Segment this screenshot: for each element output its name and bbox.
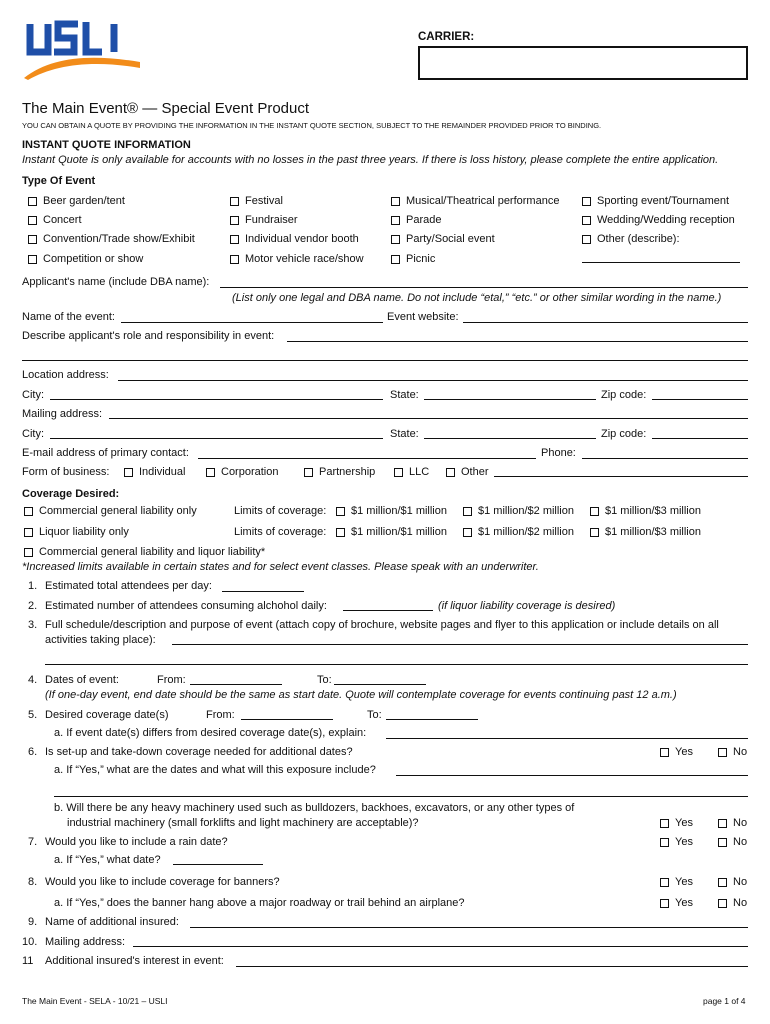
other-describe-field[interactable] bbox=[582, 262, 740, 263]
event-type-heading: Type Of Event bbox=[22, 175, 96, 187]
option-label: Picnic bbox=[406, 253, 436, 265]
option-label: Corporation bbox=[221, 466, 279, 478]
option-label: Other bbox=[461, 466, 489, 478]
question-5-label: Desired coverage date(s) bbox=[45, 709, 169, 721]
checkbox[interactable] bbox=[582, 216, 591, 225]
event-type-option[interactable] bbox=[230, 214, 298, 226]
from-label: From: bbox=[157, 674, 186, 686]
checkbox[interactable] bbox=[391, 235, 400, 244]
checkbox[interactable] bbox=[718, 838, 727, 847]
option-label: Yes bbox=[675, 876, 693, 888]
event-type-option[interactable] bbox=[230, 233, 359, 245]
checkbox[interactable] bbox=[718, 819, 727, 828]
option-label: Fundraiser bbox=[245, 214, 298, 226]
no-option[interactable] bbox=[718, 897, 747, 909]
city-label-2: City: bbox=[22, 428, 44, 440]
business-option[interactable] bbox=[304, 466, 375, 478]
mailing-address-label: Mailing address: bbox=[22, 408, 103, 420]
question-10-label: Mailing address: bbox=[45, 936, 126, 948]
option-label: Wedding/Wedding reception bbox=[597, 214, 735, 226]
carrier-label: CARRIER: bbox=[418, 31, 475, 43]
option-label: Partnership bbox=[319, 466, 376, 478]
checkbox[interactable] bbox=[660, 748, 669, 757]
coverage-option[interactable] bbox=[24, 505, 197, 517]
event-type-option[interactable] bbox=[230, 195, 283, 207]
to-label: To: bbox=[317, 674, 332, 686]
instant-quote-note: Instant Quote is only available for accounts with no losses in the past three years. If there is loss history, please complete the entire application. bbox=[22, 154, 719, 166]
question-2-note: (if liquor liability coverage is desired) bbox=[438, 600, 616, 612]
carrier-field[interactable] bbox=[418, 46, 748, 80]
option-label: Yes bbox=[675, 746, 693, 758]
event-type-option[interactable] bbox=[582, 233, 680, 245]
question-9-label: Name of additional insured: bbox=[45, 916, 179, 928]
option-label: Convention/Trade show/Exhibit bbox=[43, 233, 195, 245]
option-label: Competition or show bbox=[43, 253, 144, 265]
question-number: 6. bbox=[28, 746, 38, 758]
event-from-field[interactable] bbox=[190, 684, 282, 685]
coverage-option[interactable] bbox=[24, 546, 265, 558]
yes-option[interactable] bbox=[660, 836, 693, 848]
state-field-2[interactable] bbox=[424, 438, 596, 439]
additional-insured-interest-field[interactable] bbox=[236, 966, 748, 967]
location-address-field[interactable] bbox=[118, 380, 748, 381]
checkbox[interactable] bbox=[28, 235, 37, 244]
checkbox[interactable] bbox=[28, 216, 37, 225]
question-number: 9. bbox=[28, 916, 38, 928]
checkbox[interactable] bbox=[391, 216, 400, 225]
additional-insured-address-field[interactable] bbox=[133, 946, 748, 947]
question-number: 1. bbox=[28, 580, 38, 592]
option-label: No bbox=[733, 746, 748, 758]
question-3-label-2: activities taking place): bbox=[45, 634, 156, 646]
option-label: Yes bbox=[675, 817, 693, 829]
zip-field-2[interactable] bbox=[652, 438, 748, 439]
zip-field[interactable] bbox=[652, 399, 748, 400]
city-field[interactable] bbox=[50, 399, 383, 400]
option-label: LLC bbox=[409, 466, 430, 478]
yes-option[interactable] bbox=[660, 746, 693, 758]
question-number: 11 bbox=[22, 955, 34, 967]
option-label: Individual bbox=[139, 466, 186, 478]
limit-option[interactable] bbox=[590, 505, 701, 517]
checkbox[interactable] bbox=[582, 197, 591, 206]
applicant-name-label: Applicant's name (include DBA name): bbox=[22, 276, 210, 288]
checkbox[interactable] bbox=[446, 468, 455, 477]
question-5a-label: a. If event date(s) differs from desired coverage date(s), explain: bbox=[54, 727, 367, 739]
yes-option[interactable] bbox=[660, 817, 693, 829]
state-label: State: bbox=[390, 389, 419, 401]
event-type-option[interactable] bbox=[582, 195, 729, 207]
checkbox[interactable] bbox=[590, 528, 599, 537]
location-address-label: Location address: bbox=[22, 369, 109, 381]
checkbox[interactable] bbox=[304, 468, 313, 477]
checkbox[interactable] bbox=[463, 528, 472, 537]
limits-label: Limits of coverage: bbox=[234, 526, 327, 538]
page-number: page 1 of 4 bbox=[703, 996, 746, 1006]
event-type-option[interactable] bbox=[28, 253, 143, 265]
option-label: No bbox=[733, 876, 748, 888]
question-7-label: Would you like to include a rain date? bbox=[45, 836, 228, 848]
mailing-address-field[interactable] bbox=[109, 418, 748, 419]
checkbox[interactable] bbox=[391, 197, 400, 206]
checkbox[interactable] bbox=[24, 507, 33, 516]
question-8a-label: a. If “Yes,” does the banner hang above a major roadway or trail behind an airplane? bbox=[54, 897, 465, 909]
schedule-field-2[interactable] bbox=[45, 664, 748, 665]
question-number: 7. bbox=[28, 836, 38, 848]
no-option[interactable] bbox=[718, 836, 747, 848]
coverage-heading: Coverage Desired: bbox=[22, 488, 120, 500]
event-to-field[interactable] bbox=[334, 684, 426, 685]
to-label: To: bbox=[367, 709, 382, 721]
question-number: 4. bbox=[28, 674, 38, 686]
option-label: Yes bbox=[675, 836, 693, 848]
checkbox[interactable] bbox=[336, 528, 345, 537]
option-label: Commercial general liability only bbox=[39, 505, 197, 517]
yes-option[interactable] bbox=[660, 876, 693, 888]
option-label: No bbox=[733, 817, 748, 829]
coverage-from-field[interactable] bbox=[241, 719, 333, 720]
option-label: Musical/Theatrical performance bbox=[406, 195, 560, 207]
business-option[interactable] bbox=[206, 466, 278, 478]
attendees-field[interactable] bbox=[222, 591, 304, 592]
event-website-label: Event website: bbox=[387, 311, 459, 323]
state-field[interactable] bbox=[424, 399, 596, 400]
question-number: 2. bbox=[28, 600, 38, 612]
checkbox[interactable] bbox=[660, 819, 669, 828]
footer-form-id: The Main Event - SELA - 10/21 – USLI bbox=[22, 996, 168, 1006]
option-label: $1 million/$2 million bbox=[478, 505, 574, 517]
checkbox[interactable] bbox=[394, 468, 403, 477]
checkbox[interactable] bbox=[124, 468, 133, 477]
limit-option[interactable] bbox=[463, 505, 574, 517]
coverage-option[interactable] bbox=[24, 526, 129, 538]
event-type-option[interactable] bbox=[28, 195, 125, 207]
event-type-option[interactable] bbox=[391, 195, 559, 207]
checkbox[interactable] bbox=[660, 878, 669, 887]
rain-date-field[interactable] bbox=[173, 864, 263, 865]
event-type-option[interactable] bbox=[391, 233, 495, 245]
limit-option[interactable] bbox=[336, 505, 447, 517]
option-label: $1 million/$2 million bbox=[478, 526, 574, 538]
question-6b-label-2: industrial machinery (small forklifts and light machinery are acceptable)? bbox=[67, 817, 419, 829]
question-number: 10. bbox=[22, 936, 38, 948]
instant-quote-heading: INSTANT QUOTE INFORMATION bbox=[22, 139, 191, 151]
event-type-option[interactable] bbox=[28, 214, 82, 226]
question-number: 8. bbox=[28, 876, 38, 888]
checkbox[interactable] bbox=[230, 235, 239, 244]
no-option[interactable] bbox=[718, 817, 747, 829]
checkbox[interactable] bbox=[24, 548, 33, 557]
checkbox[interactable] bbox=[230, 255, 239, 264]
option-label: Sporting event/Tournament bbox=[597, 195, 730, 207]
checkbox[interactable] bbox=[230, 197, 239, 206]
question-4-note: (If one-day event, end date should be the same as start date. Quote will contemplate coverage for events continuing past 12 a.m.) bbox=[45, 689, 677, 701]
applicant-name-note: (List only one legal and DBA name. Do not include “etal,” “etc.” or other similar wording in the name.) bbox=[232, 292, 722, 304]
checkbox[interactable] bbox=[206, 468, 215, 477]
event-name-label: Name of the event: bbox=[22, 311, 115, 323]
question-number: 5. bbox=[28, 709, 38, 721]
option-label: Liquor liability only bbox=[39, 526, 129, 538]
business-other-field[interactable] bbox=[494, 476, 748, 477]
option-label: $1 million/$3 million bbox=[605, 526, 701, 538]
option-label: Motor vehicle race/show bbox=[245, 253, 364, 265]
limit-option[interactable] bbox=[336, 526, 447, 538]
option-label: $1 million/$1 million bbox=[351, 526, 447, 538]
option-label: Individual vendor booth bbox=[245, 233, 359, 245]
setup-dates-field-2[interactable] bbox=[54, 796, 748, 797]
option-label: Commercial general liability and liquor liability* bbox=[39, 546, 266, 558]
checkbox[interactable] bbox=[660, 838, 669, 847]
checkbox[interactable] bbox=[230, 216, 239, 225]
option-label: No bbox=[733, 836, 748, 848]
question-6-label: Is set-up and take-down coverage needed for additional dates? bbox=[45, 746, 353, 758]
phone-label: Phone: bbox=[541, 447, 576, 459]
option-label: $1 million/$3 million bbox=[605, 505, 701, 517]
alcohol-attendees-field[interactable] bbox=[343, 610, 433, 611]
checkbox[interactable] bbox=[718, 899, 727, 908]
option-label: $1 million/$1 million bbox=[351, 505, 447, 517]
checkbox[interactable] bbox=[391, 255, 400, 264]
schedule-field[interactable] bbox=[172, 644, 748, 645]
option-label: Party/Social event bbox=[406, 233, 495, 245]
city-field-2[interactable] bbox=[50, 438, 383, 439]
event-type-option[interactable] bbox=[230, 253, 364, 265]
question-6b-label: b. Will there be any heavy machinery used such as bulldozers, backhoes, excavators, or any other types of bbox=[54, 802, 575, 814]
city-label: City: bbox=[22, 389, 44, 401]
no-option[interactable] bbox=[718, 746, 747, 758]
applicant-role-field-2[interactable] bbox=[22, 360, 748, 361]
page-subtitle: YOU CAN OBTAIN A QUOTE BY PROVIDING THE INFORMATION IN THE INSTANT QUOTE SECTION, SUBJECT TO THE REMAINDER PROVIDED PRIOR TO BINDING. bbox=[22, 121, 602, 130]
page-title: The Main Event® — Special Event Product bbox=[22, 100, 310, 117]
question-1-label: Estimated total attendees per day: bbox=[45, 580, 212, 592]
coverage-explain-field[interactable] bbox=[386, 738, 748, 739]
checkbox[interactable] bbox=[590, 507, 599, 516]
checkbox[interactable] bbox=[660, 899, 669, 908]
yes-option[interactable] bbox=[660, 897, 693, 909]
question-7a-label: a. If “Yes,” what date? bbox=[54, 854, 161, 866]
event-name-field[interactable] bbox=[121, 322, 383, 323]
applicant-role-label: Describe applicant's role and responsibility in event: bbox=[22, 330, 275, 342]
no-option[interactable] bbox=[718, 876, 747, 888]
business-option[interactable] bbox=[446, 466, 489, 478]
additional-insured-name-field[interactable] bbox=[190, 927, 748, 928]
option-label: Other (describe): bbox=[597, 233, 680, 245]
phone-field[interactable] bbox=[582, 458, 748, 459]
from-label: From: bbox=[206, 709, 235, 721]
option-label: Festival bbox=[245, 195, 283, 207]
coverage-to-field[interactable] bbox=[386, 719, 478, 720]
event-type-option[interactable] bbox=[582, 214, 735, 226]
limits-label: Limits of coverage: bbox=[234, 505, 327, 517]
question-6a-label: a. If “Yes,” what are the dates and what will this exposure include? bbox=[54, 764, 376, 776]
checkbox[interactable] bbox=[718, 748, 727, 757]
email-label: E-mail address of primary contact: bbox=[22, 447, 189, 459]
business-option[interactable] bbox=[124, 466, 185, 478]
checkbox[interactable] bbox=[24, 528, 33, 537]
checkbox[interactable] bbox=[463, 507, 472, 516]
usli-logo bbox=[22, 18, 142, 82]
limit-option[interactable] bbox=[590, 526, 701, 538]
option-label: No bbox=[733, 897, 748, 909]
applicant-name-field[interactable] bbox=[220, 287, 748, 288]
checkbox[interactable] bbox=[718, 878, 727, 887]
option-label: Concert bbox=[43, 214, 82, 226]
event-type-option[interactable] bbox=[391, 214, 441, 226]
limit-option[interactable] bbox=[463, 526, 574, 538]
state-label-2: State: bbox=[390, 428, 419, 440]
checkbox[interactable] bbox=[336, 507, 345, 516]
question-2-label: Estimated number of attendees consuming alchohol daily: bbox=[45, 600, 327, 612]
checkbox[interactable] bbox=[582, 235, 591, 244]
event-website-field[interactable] bbox=[463, 322, 748, 323]
coverage-note: *Increased limits available in certain states and for select event classes. Please speak with an underwriter. bbox=[22, 561, 539, 573]
checkbox[interactable] bbox=[28, 255, 37, 264]
question-3-label: Full schedule/description and purpose of event (attach copy of brochure, website pages and flyer to this application or include details on all bbox=[45, 619, 719, 631]
event-type-option[interactable] bbox=[391, 253, 435, 265]
business-form-label: Form of business: bbox=[22, 466, 110, 478]
zip-label: Zip code: bbox=[601, 389, 647, 401]
email-field[interactable] bbox=[198, 458, 536, 459]
checkbox[interactable] bbox=[28, 197, 37, 206]
applicant-role-field[interactable] bbox=[287, 341, 748, 342]
question-11-label: Additional insured's interest in event: bbox=[45, 955, 224, 967]
question-4-label: Dates of event: bbox=[45, 674, 119, 686]
business-option[interactable] bbox=[394, 466, 429, 478]
event-type-option[interactable] bbox=[28, 233, 195, 245]
setup-dates-field[interactable] bbox=[396, 775, 748, 776]
question-number: 3. bbox=[28, 619, 38, 631]
zip-label-2: Zip code: bbox=[601, 428, 647, 440]
option-label: Parade bbox=[406, 214, 442, 226]
option-label: Beer garden/tent bbox=[43, 195, 125, 207]
question-8-label: Would you like to include coverage for banners? bbox=[45, 876, 280, 888]
option-label: Yes bbox=[675, 897, 693, 909]
